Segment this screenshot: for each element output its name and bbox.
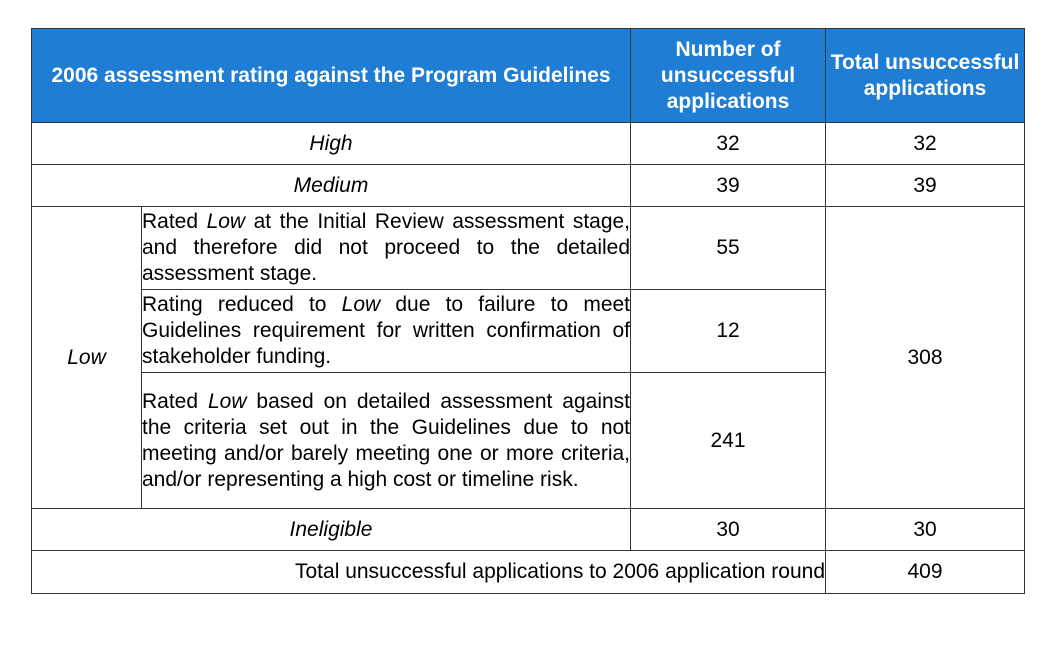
low-sub-1-number: 55 (631, 207, 826, 290)
table-row-ineligible (32, 509, 1025, 551)
low-sub-1-pre: Rated (142, 210, 207, 233)
low-sub-1-em: Low (206, 210, 246, 233)
header-total: Total unsuccessful applications (826, 29, 1025, 123)
table-row-medium (32, 165, 1025, 207)
low-sub-3-number: 241 (631, 373, 826, 509)
low-sub-description-2 (142, 290, 631, 373)
table-row-grand-total (32, 551, 1025, 594)
grand-total-value: 409 (826, 551, 1025, 594)
rating-high-label: High (32, 123, 631, 165)
high-number: 32 (631, 123, 826, 165)
low-sub-2-post: due to failure to meet Guidelines requirement for written confirmation of stakeholder funding. (142, 293, 631, 368)
ineligible-number: 30 (631, 509, 826, 551)
low-sub-1-post: at the Initial Review assessment stage, and therefore did not proceed to the detailed assessment stage. (142, 210, 631, 285)
table-row-low-1 (32, 207, 1025, 290)
header-number: Number of unsuccessful applications (631, 29, 826, 123)
rating-medium-label: Medium (32, 165, 631, 207)
low-total: 308 (826, 207, 1025, 509)
rating-ineligible-label: Ineligible (32, 509, 631, 551)
high-total: 32 (826, 123, 1025, 165)
medium-number: 39 (631, 165, 826, 207)
low-sub-2-em: Low (341, 293, 381, 316)
low-sub-2-pre: Rating reduced to (142, 293, 342, 316)
low-sub-3-pre: Rated (142, 389, 208, 413)
low-sub-description-1 (142, 207, 631, 290)
low-sub-3-em: Low (207, 389, 247, 413)
rating-low-label: Low (32, 207, 142, 509)
header-row (32, 29, 1025, 123)
low-sub-3-post: based on detailed assessment against the criteria set out in the Guidelines due to not meeting and/or barely meeting one or more criteria, and/or representing a high cost or timeline risk. (142, 389, 631, 491)
low-sub-description-3 (142, 373, 631, 509)
ineligible-total: 30 (826, 509, 1025, 551)
table-row-high (32, 123, 1025, 165)
medium-total: 39 (826, 165, 1025, 207)
low-sub-2-number: 12 (631, 290, 826, 373)
grand-total-label: Total unsuccessful applications to 2006 application round (32, 551, 826, 594)
header-rating: 2006 assessment rating against the Program Guidelines (32, 29, 631, 123)
unsuccessful-applications-table (31, 28, 1025, 594)
